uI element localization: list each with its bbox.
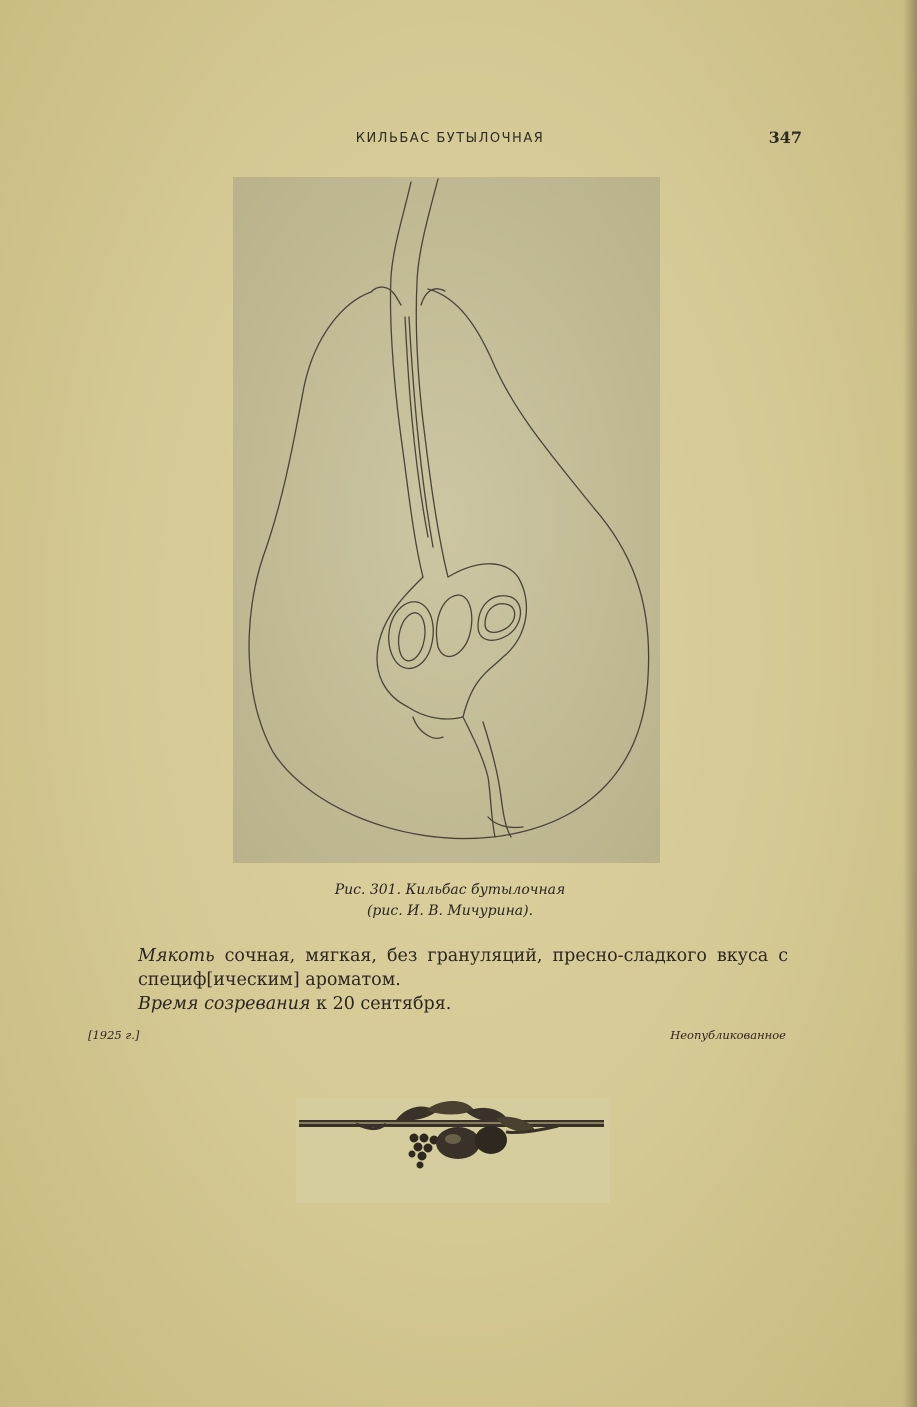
fruit-garland-ornament-icon: [296, 1098, 610, 1203]
source-footer: [88, 1028, 786, 1048]
ripening-description: к 20 сентября.: [310, 994, 452, 1014]
flesh-paragraph: [88, 944, 788, 992]
flesh-description: сочная, мягкая, без грануляций, пресно-сладкого вкуса с специф[ическим] ароматом.: [138, 946, 788, 990]
pear-cross-section-drawing: [233, 177, 660, 863]
page-number: 347: [768, 128, 802, 147]
flesh-term: Мякоть: [138, 946, 215, 966]
publication-status: Неопубликованное: [670, 1028, 786, 1042]
pear-illustration: [233, 177, 660, 863]
ripening-term: Время созревания: [138, 994, 311, 1014]
caption-line-author: (рис. И. В. Мичурина).: [366, 903, 534, 919]
figure-caption: [240, 880, 660, 922]
ripening-paragraph: [88, 992, 788, 1016]
running-header: КИЛЬБАС БУТЫЛОЧНАЯ: [355, 131, 545, 146]
description-text: [88, 944, 788, 1016]
page-edge-shadow: [903, 0, 917, 1407]
source-date: [1925 г.]: [88, 1028, 140, 1042]
caption-line-title: Рис. 301. Кильбас бутылочная: [334, 882, 566, 898]
